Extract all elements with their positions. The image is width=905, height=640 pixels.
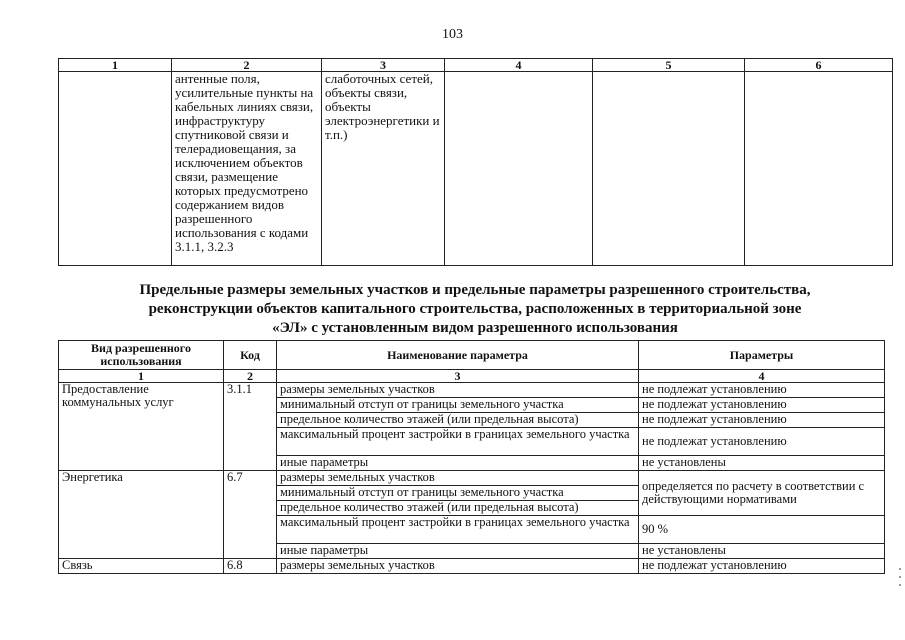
- scan-mark: [899, 576, 901, 578]
- column-number: 5: [593, 59, 745, 72]
- table-row: [59, 72, 893, 266]
- table-cell: [593, 72, 745, 266]
- table-cell: слаботочных сетей, объекты связи, объекты электроэнергетики и т.п.): [322, 72, 445, 266]
- column-number: 1: [59, 59, 172, 72]
- param-value-cell: не установлены: [639, 544, 885, 559]
- column-number: 4: [445, 59, 593, 72]
- param-name-cell: максимальный процент застройки в границах земельного участка: [277, 516, 639, 544]
- param-value-cell: не подлежат установлению: [639, 383, 885, 398]
- header-params: Параметры: [639, 341, 885, 370]
- continued-table: [58, 58, 893, 266]
- scan-mark: [899, 568, 901, 570]
- header-param-name: Наименование параметра: [277, 341, 639, 370]
- column-number: 2: [172, 59, 322, 72]
- param-name-cell: предельное количество этажей (или предельная высота): [277, 501, 639, 516]
- code-cell: 6.7: [224, 471, 277, 559]
- param-value-cell: не установлены: [639, 456, 885, 471]
- param-name-cell: размеры земельных участков: [277, 559, 639, 574]
- param-value-cell: не подлежат установлению: [639, 428, 885, 456]
- param-value-cell: не подлежат установлению: [639, 559, 885, 574]
- param-name-cell: иные параметры: [277, 456, 639, 471]
- use-type-cell: Энергетика: [59, 471, 224, 559]
- param-name-cell: минимальный отступ от границы земельного участка: [277, 398, 639, 413]
- code-cell: 6.8: [224, 559, 277, 574]
- param-value-cell: 90 %: [639, 516, 885, 544]
- page-number: 103: [442, 27, 463, 42]
- column-number: 6: [745, 59, 893, 72]
- param-value-cell: не подлежат установлению: [639, 398, 885, 413]
- param-value-cell: определяется по расчету в соответствии с действующими нормативами: [639, 471, 885, 516]
- use-type-cell: Связь: [59, 559, 224, 574]
- table-row: [59, 383, 885, 398]
- section-title-line: реконструкции объектов капитального строительства, расположенных в территориальной зоне: [148, 301, 802, 317]
- table-cell: [745, 72, 893, 266]
- table-row: [59, 559, 885, 574]
- parameters-table: [58, 340, 885, 574]
- table-header-row: [59, 59, 893, 72]
- section-title-line: «ЭЛ» с установленным видом разрешенного использования: [272, 320, 678, 336]
- param-name-cell: минимальный отступ от границы земельного участка: [277, 486, 639, 501]
- param-name-cell: иные параметры: [277, 544, 639, 559]
- column-number: 3: [322, 59, 445, 72]
- param-value-cell: не подлежат установлению: [639, 413, 885, 428]
- param-name-cell: максимальный процент застройки в границах земельного участка: [277, 428, 639, 456]
- scan-mark: [899, 584, 901, 586]
- param-name-cell: размеры земельных участков: [277, 471, 639, 486]
- code-cell: 3.1.1: [224, 383, 277, 471]
- table-cell: [445, 72, 593, 266]
- param-name-cell: размеры земельных участков: [277, 383, 639, 398]
- column-number: 4: [639, 370, 885, 383]
- section-title: [60, 281, 890, 338]
- column-number: 3: [277, 370, 639, 383]
- header-use-type: Вид разрешенного использования: [59, 341, 224, 370]
- table-cell: антенные поля, усилительные пункты на кабельных линиях связи, инфраструктуру спутниковой связи и телерадиовещания, за исключением объектов связи, размещение которых предусмотрено содержанием видов разрешенного использования с кодами 3.1.1, 3.2.3: [172, 72, 322, 266]
- table-header-row: [59, 341, 885, 370]
- section-title-line: Предельные размеры земельных участков и предельные параметры разрешенного строительства,: [139, 282, 811, 298]
- column-numbers-row: [59, 370, 885, 383]
- param-name-cell: предельное количество этажей (или предельная высота): [277, 413, 639, 428]
- column-number: 2: [224, 370, 277, 383]
- use-type-cell: Предоставление коммунальных услуг: [59, 383, 224, 471]
- header-code: Код: [224, 341, 277, 370]
- table-cell: [59, 72, 172, 266]
- column-number: 1: [59, 370, 224, 383]
- table-row: [59, 471, 885, 486]
